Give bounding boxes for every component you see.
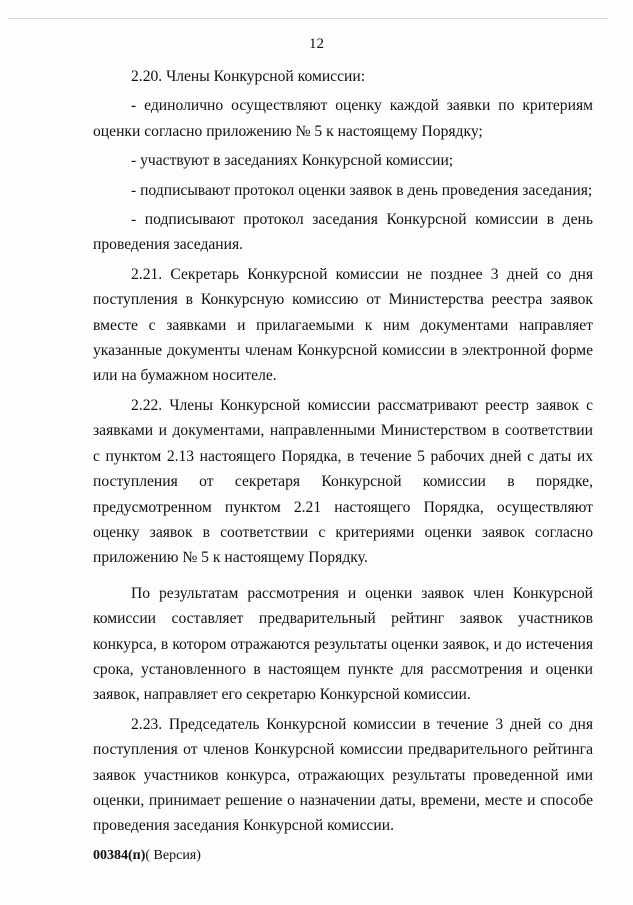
paragraph-bullet-4: - подписывают протокол заседания Конкурсной комиссии в день проведения заседания.: [93, 211, 593, 254]
paragraph-2-22-results: По результатам рассмотрения и оценки заявок член Конкурсной комиссии составляет предварительный рейтинг заявок участников конкурса, в котором отражаются результаты оценки заявок, и до истечения срока, установленного в настоящем пункте для рассмотрения и оценки заявок, направляет его секретарю Конкурсной комиссии.: [93, 584, 593, 704]
paragraph-2-21: 2.21. Секретарь Конкурсной комиссии не позднее 3 дней со дня поступления в Конкурсную комиссию от Министерства реестра заявок вместе с заявками и прилагаемыми к ним документами направляет указанные документы членам Конкурсной комиссии в электронной форме или на бумажном носителе.: [93, 265, 593, 385]
paragraph-bullet-1: - единолично осуществляют оценку каждой заявки по критериям оценки согласно приложению № 5 к настоящему Порядку;: [93, 97, 593, 140]
paragraph-bullet-2: - участвуют в заседаниях Конкурсной комиссии;: [131, 152, 454, 170]
document-code: 00384(п): [93, 848, 146, 863]
paragraph-2-20-heading: 2.20. Члены Конкурсной комиссии:: [131, 68, 366, 85]
document-version: ( Версия): [145, 848, 201, 863]
document-body: [93, 64, 593, 839]
scan-edge-line: [8, 18, 608, 19]
document-footer: [93, 848, 201, 864]
paragraph-bullet-3: - подписывают протокол оценки заявок в день проведения заседания;: [131, 181, 593, 199]
page-number: 12: [309, 36, 324, 52]
paragraph-2-23: 2.23. Председатель Конкурсной комиссии в течение 3 дней со дня поступления от членов Конкурсной комиссии предварительного рейтинга заявок участников конкурса, отражающих результаты проведенной ими оценки, принимает решение о назначении даты, времени, месте и способе проведения заседания Конкурсной комиссии.: [93, 715, 593, 835]
paragraph-2-22: 2.22. Члены Конкурсной комиссии рассматривают реестр заявок с заявками и документами, направленными Министерством в соответствии с пунктом 2.13 настоящего Порядка, в течение 5 рабочих дней с даты их поступления от секретаря Конкурсной комиссии в порядке, предусмотренном пунктом 2.21 настоящего Порядка, осуществляют оценку заявок в соответствии с критериями оценки заявок согласно приложению № 5 к настоящему Порядку.: [93, 396, 593, 567]
